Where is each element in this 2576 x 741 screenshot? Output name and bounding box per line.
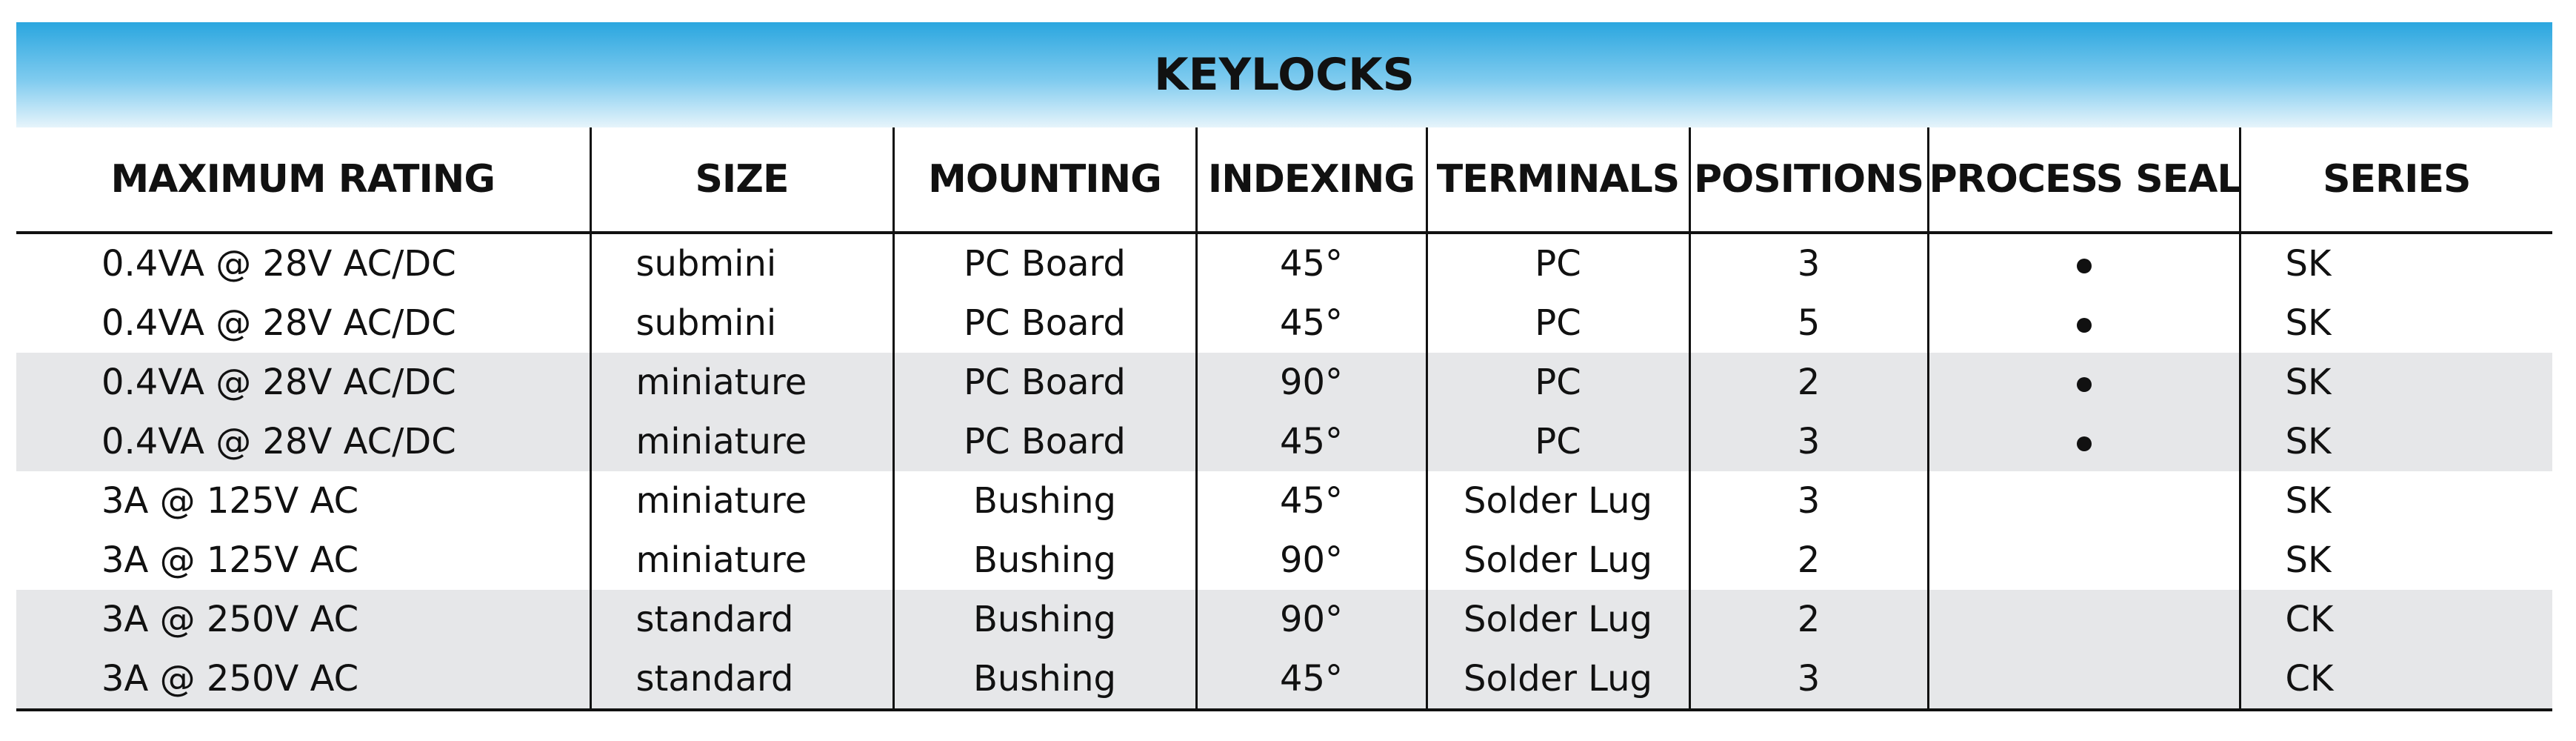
cell-indexing: 90° (1196, 590, 1427, 649)
cell-series: SK (2240, 412, 2552, 471)
cell-terminals: PC (1427, 233, 1689, 293)
cell-terminals: Solder Lug (1427, 531, 1689, 590)
table-title: KEYLOCKS (1154, 49, 1415, 101)
header-series: SERIES (2240, 127, 2552, 233)
cell-terminals: PC (1427, 353, 1689, 412)
cell-maximum-rating: 0.4VA @ 28V AC/DC (16, 353, 590, 412)
cell-maximum-rating: 0.4VA @ 28V AC/DC (101, 302, 456, 344)
cell-size: submini (590, 233, 893, 293)
table-row (16, 412, 2552, 471)
bullet-icon (2077, 377, 2092, 392)
table-row (16, 293, 2552, 353)
cell-mounting: PC Board (893, 412, 1196, 471)
cell-indexing: 45° (1196, 649, 1427, 710)
table-row (16, 590, 2552, 649)
cell-positions: 2 (1689, 353, 1928, 412)
cell-series: CK (2240, 590, 2552, 649)
cell-terminals: Solder Lug (1427, 649, 1689, 710)
bullet-icon (2077, 259, 2092, 273)
cell-size: standard (590, 649, 893, 710)
cell-series: SK (2240, 531, 2552, 590)
cell-indexing: 45° (1196, 412, 1427, 471)
bullet-icon (2077, 318, 2092, 333)
cell-indexing: 45° (1196, 293, 1427, 353)
cell-process-seal (1928, 531, 2240, 590)
table-row (16, 353, 2552, 412)
cell-mounting: PC Board (893, 293, 1196, 353)
cell-mounting: Bushing (893, 531, 1196, 590)
cell-series: SK (2240, 471, 2552, 531)
cell-indexing: 90° (1196, 531, 1427, 590)
cell-indexing: 45° (1196, 471, 1427, 531)
cell-mounting: Bushing (893, 649, 1196, 710)
cell-maximum-rating: 0.4VA @ 28V AC/DC (16, 412, 590, 471)
bullet-icon (2077, 436, 2092, 451)
header-process-seal: PROCESS SEAL (1928, 127, 2240, 233)
cell-indexing: 45° (1196, 233, 1427, 293)
cell-process-seal (1928, 233, 2240, 293)
cell-process-seal (1928, 649, 2240, 710)
cell-size: submini (590, 293, 893, 353)
cell-mounting: Bushing (893, 590, 1196, 649)
cell-process-seal (1928, 590, 2240, 649)
table-header (16, 127, 2552, 233)
cell-maximum-rating: 3A @ 125V AC (101, 480, 359, 522)
header-mounting: MOUNTING (893, 127, 1196, 233)
cell-process-seal (1928, 471, 2240, 531)
table-body (16, 233, 2552, 710)
cell-size: miniature (590, 531, 893, 590)
header-indexing: INDEXING (1196, 127, 1427, 233)
cell-maximum-rating: 3A @ 250V AC (16, 649, 590, 710)
table-row (16, 531, 2552, 590)
cell-positions: 3 (1689, 412, 1928, 471)
cell-positions: 2 (1689, 531, 1928, 590)
cell-process-seal (1928, 412, 2240, 471)
cell-positions: 3 (1689, 233, 1928, 293)
header-size: SIZE (590, 127, 893, 233)
cell-terminals: Solder Lug (1427, 590, 1689, 649)
cell-indexing: 90° (1196, 353, 1427, 412)
cell-series: SK (2240, 293, 2552, 353)
cell-process-seal (1928, 353, 2240, 412)
cell-mounting: Bushing (893, 471, 1196, 531)
cell-size: miniature (590, 471, 893, 531)
header-row (16, 127, 2552, 233)
cell-size: miniature (590, 412, 893, 471)
cell-terminals: PC (1427, 412, 1689, 471)
cell-terminals: Solder Lug (1427, 471, 1689, 531)
cell-maximum-rating: 0.4VA @ 28V AC/DC (101, 243, 456, 285)
cell-terminals: PC (1427, 293, 1689, 353)
cell-positions: 3 (1689, 649, 1928, 710)
keylocks-table (16, 127, 2552, 711)
cell-maximum-rating: 3A @ 125V AC (101, 539, 359, 581)
cell-series: SK (2240, 233, 2552, 293)
cell-size: miniature (590, 353, 893, 412)
header-positions: POSITIONS (1689, 127, 1928, 233)
cell-series: SK (2240, 353, 2552, 412)
header-terminals: TERMINALS (1427, 127, 1689, 233)
cell-positions: 3 (1689, 471, 1928, 531)
cell-process-seal (1928, 293, 2240, 353)
cell-maximum-rating: 3A @ 250V AC (16, 590, 590, 649)
table-row (16, 471, 2552, 531)
table-row (16, 649, 2552, 710)
table-row (16, 233, 2552, 293)
cell-size: standard (590, 590, 893, 649)
cell-mounting: PC Board (893, 233, 1196, 293)
cell-mounting: PC Board (893, 353, 1196, 412)
title-banner (16, 22, 2552, 127)
cell-positions: 5 (1689, 293, 1928, 353)
keylocks-table-panel (16, 22, 2552, 711)
cell-positions: 2 (1689, 590, 1928, 649)
header-maximum-rating: MAXIMUM RATING (16, 127, 590, 233)
cell-series: CK (2240, 649, 2552, 710)
